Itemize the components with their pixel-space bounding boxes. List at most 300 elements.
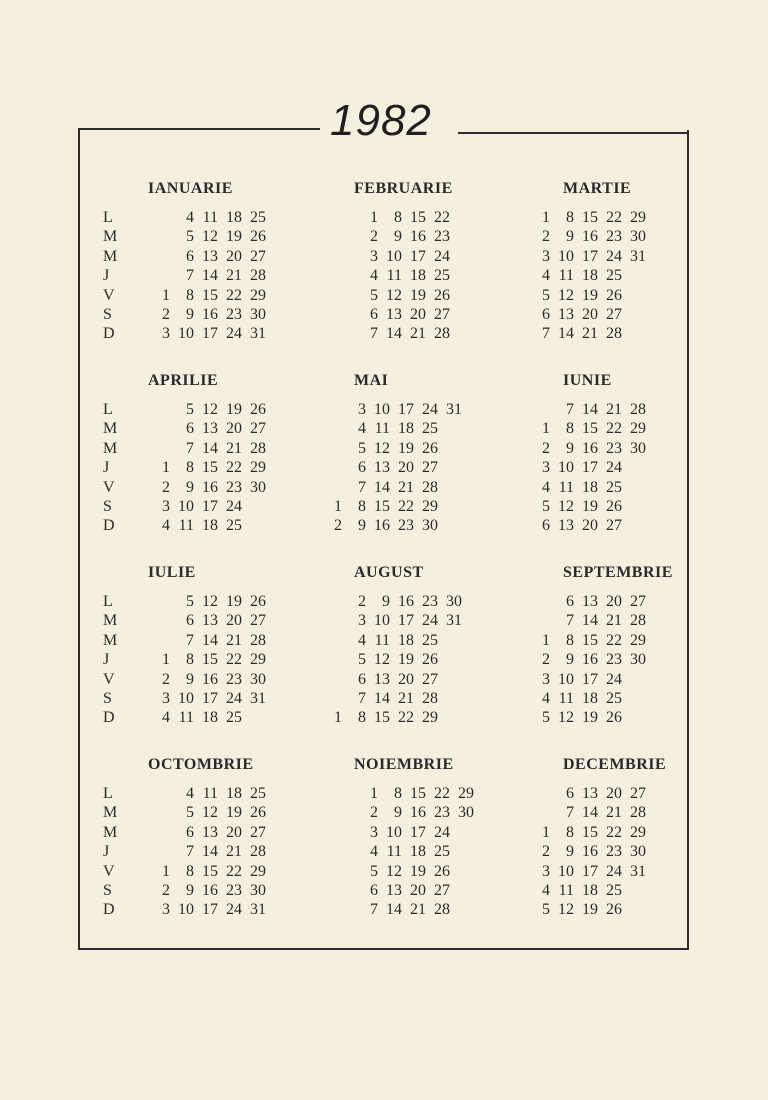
day-number: 27 [250, 420, 266, 438]
day-number: 9 [186, 881, 194, 899]
day-number: 5 [186, 401, 194, 418]
day-number: 21 [226, 439, 242, 457]
day-number: 27 [422, 670, 438, 688]
day-number: 6 [358, 670, 366, 688]
day-number: 9 [394, 804, 402, 822]
day-number: 8 [186, 862, 194, 880]
day-number: 24 [606, 670, 622, 688]
week-row [150, 478, 266, 497]
month-name: NOIEMBRIE [354, 756, 454, 773]
day-number: 13 [386, 305, 402, 323]
week-row [358, 823, 474, 842]
day-number: 9 [186, 478, 194, 496]
week-row [150, 497, 266, 516]
month-grid [150, 592, 266, 728]
day-number: 15 [202, 651, 218, 669]
week-row [150, 439, 266, 458]
day-number: 22 [606, 823, 622, 841]
week-row [322, 497, 462, 516]
week-row [150, 862, 266, 881]
day-number: 26 [422, 439, 438, 457]
weekday-letter: J [103, 651, 110, 669]
day-number: 11 [558, 267, 574, 285]
day-number: 25 [606, 478, 622, 496]
weekday-letter: V [103, 478, 115, 496]
day-number: 30 [630, 439, 646, 457]
week-row [530, 516, 646, 535]
day-number: 5 [370, 862, 378, 880]
week-row [358, 803, 474, 822]
day-number: 4 [358, 631, 366, 649]
day-number: 8 [566, 420, 574, 438]
day-number: 12 [386, 286, 402, 304]
day-number: 26 [606, 497, 622, 515]
day-number: 19 [582, 709, 598, 727]
day-number: 8 [186, 286, 194, 304]
day-number: 7 [370, 901, 378, 919]
day-number: 18 [582, 267, 598, 285]
day-number: 3 [542, 247, 550, 265]
day-number: 6 [566, 785, 574, 802]
week-row [322, 592, 462, 611]
day-number: 10 [178, 325, 194, 343]
day-number: 2 [334, 517, 342, 535]
week-row [530, 631, 646, 650]
day-number: 9 [566, 843, 574, 861]
day-number: 30 [630, 651, 646, 669]
weekday-letter: V [103, 862, 115, 880]
day-number: 5 [358, 651, 366, 669]
day-number: 14 [202, 267, 218, 285]
weekday-column [103, 400, 117, 536]
day-number: 15 [202, 286, 218, 304]
day-number: 30 [630, 228, 646, 246]
day-number: 4 [370, 267, 378, 285]
day-number: 13 [558, 305, 574, 323]
day-number: 16 [202, 478, 218, 496]
day-number: 15 [582, 209, 598, 226]
day-number: 12 [374, 439, 390, 457]
week-row [358, 305, 474, 324]
day-number: 13 [202, 612, 218, 630]
week-row [150, 823, 266, 842]
week-row [530, 266, 646, 285]
week-row [530, 324, 646, 343]
day-number: 24 [226, 497, 242, 515]
day-number: 15 [410, 209, 426, 226]
weekday-letter: L [103, 401, 113, 418]
day-number: 21 [398, 689, 414, 707]
day-number: 12 [202, 593, 218, 610]
day-number: 17 [202, 689, 218, 707]
day-number: 1 [542, 420, 550, 438]
day-number: 23 [226, 670, 242, 688]
day-number: 31 [446, 612, 462, 630]
day-number: 27 [630, 593, 646, 610]
day-number: 10 [558, 247, 574, 265]
week-row [530, 784, 646, 803]
day-number: 28 [422, 689, 438, 707]
day-number: 10 [374, 401, 390, 418]
day-number: 6 [542, 305, 550, 323]
day-number: 1 [334, 497, 342, 515]
day-number: 14 [374, 478, 390, 496]
day-number: 1 [162, 862, 170, 880]
weekday-letter: L [103, 593, 113, 610]
day-number: 26 [422, 651, 438, 669]
day-number: 7 [358, 478, 366, 496]
day-number: 3 [358, 401, 366, 418]
week-row [150, 650, 266, 669]
day-number: 4 [542, 267, 550, 285]
day-number: 6 [542, 517, 550, 535]
day-number: 24 [434, 247, 450, 265]
day-number: 2 [162, 670, 170, 688]
day-number: 18 [398, 420, 414, 438]
day-number: 29 [250, 862, 266, 880]
day-number: 7 [186, 631, 194, 649]
week-row [358, 842, 474, 861]
day-number: 29 [250, 286, 266, 304]
week-row [150, 670, 266, 689]
day-number: 19 [410, 286, 426, 304]
week-row [322, 708, 462, 727]
week-row [150, 419, 266, 438]
day-number: 25 [606, 267, 622, 285]
day-number: 29 [458, 785, 474, 802]
day-number: 11 [558, 478, 574, 496]
day-number: 30 [458, 804, 474, 822]
month-name: IULIE [148, 564, 196, 581]
day-number: 31 [446, 401, 462, 418]
week-row [530, 881, 646, 900]
day-number: 31 [250, 901, 266, 919]
day-number: 27 [630, 785, 646, 802]
day-number: 7 [566, 612, 574, 630]
month-grid [530, 208, 646, 344]
week-row [530, 227, 646, 246]
day-number: 15 [582, 823, 598, 841]
week-row [150, 842, 266, 861]
day-number: 24 [606, 247, 622, 265]
day-number: 17 [410, 823, 426, 841]
day-number: 24 [226, 901, 242, 919]
day-number: 5 [542, 286, 550, 304]
weekday-letter: M [103, 247, 118, 265]
weekday-letter: D [103, 709, 115, 727]
week-row [150, 247, 266, 266]
week-row [358, 881, 474, 900]
weekday-letter: L [103, 785, 113, 802]
day-number: 29 [422, 497, 438, 515]
day-number: 14 [202, 843, 218, 861]
weekday-column [103, 784, 117, 920]
day-number: 4 [542, 689, 550, 707]
day-number: 7 [186, 267, 194, 285]
day-number: 13 [582, 785, 598, 802]
day-number: 10 [178, 901, 194, 919]
day-number: 20 [226, 247, 242, 265]
day-number: 11 [178, 517, 194, 535]
day-number: 7 [566, 401, 574, 418]
day-number: 26 [606, 286, 622, 304]
day-number: 13 [582, 593, 598, 610]
day-number: 17 [582, 459, 598, 477]
day-number: 14 [558, 325, 574, 343]
day-number: 3 [162, 497, 170, 515]
day-number: 25 [250, 209, 266, 226]
day-number: 26 [250, 593, 266, 610]
day-number: 18 [398, 631, 414, 649]
day-number: 23 [606, 843, 622, 861]
day-number: 20 [582, 517, 598, 535]
week-row [530, 305, 646, 324]
day-number: 12 [558, 709, 574, 727]
day-number: 12 [202, 228, 218, 246]
calendar-year: 1982 [330, 96, 432, 145]
day-number: 6 [566, 593, 574, 610]
day-number: 16 [374, 517, 390, 535]
week-row [358, 324, 474, 343]
week-row [530, 497, 646, 516]
day-number: 19 [398, 439, 414, 457]
day-number: 18 [582, 478, 598, 496]
day-number: 27 [250, 247, 266, 265]
day-number: 24 [606, 459, 622, 477]
day-number: 12 [202, 804, 218, 822]
day-number: 22 [606, 420, 622, 438]
weekday-letter: M [103, 804, 118, 822]
day-number: 3 [542, 670, 550, 688]
day-number: 5 [358, 439, 366, 457]
day-number: 26 [250, 401, 266, 418]
day-number: 13 [202, 247, 218, 265]
weekday-letter: L [103, 209, 113, 226]
week-row [150, 305, 266, 324]
day-number: 22 [226, 862, 242, 880]
month-grid [150, 208, 266, 344]
day-number: 17 [582, 862, 598, 880]
day-number: 20 [410, 305, 426, 323]
day-number: 6 [370, 881, 378, 899]
day-number: 26 [250, 228, 266, 246]
day-number: 25 [226, 709, 242, 727]
day-number: 22 [398, 709, 414, 727]
day-number: 10 [386, 247, 402, 265]
weekday-letter: D [103, 517, 115, 535]
day-number: 30 [250, 881, 266, 899]
day-number: 14 [202, 631, 218, 649]
day-number: 4 [162, 709, 170, 727]
day-number: 27 [422, 459, 438, 477]
day-number: 28 [250, 631, 266, 649]
day-number: 20 [398, 670, 414, 688]
day-number: 27 [250, 612, 266, 630]
day-number: 13 [558, 517, 574, 535]
month-name: MAI [354, 372, 389, 389]
day-number: 15 [582, 420, 598, 438]
day-number: 6 [186, 247, 194, 265]
day-number: 20 [410, 881, 426, 899]
week-row [530, 419, 646, 438]
day-number: 31 [250, 325, 266, 343]
day-number: 24 [422, 401, 438, 418]
week-row [530, 208, 646, 227]
day-number: 16 [582, 843, 598, 861]
weekday-letter: M [103, 612, 118, 630]
day-number: 30 [422, 517, 438, 535]
day-number: 5 [186, 228, 194, 246]
week-row [530, 458, 646, 477]
day-number: 28 [422, 478, 438, 496]
month-grid [530, 400, 646, 536]
day-number: 1 [542, 209, 550, 226]
day-number: 20 [226, 420, 242, 438]
day-number: 1 [370, 785, 378, 802]
day-number: 18 [226, 785, 242, 802]
day-number: 29 [250, 651, 266, 669]
day-number: 9 [394, 228, 402, 246]
day-number: 23 [226, 305, 242, 323]
day-number: 9 [566, 439, 574, 457]
day-number: 2 [162, 305, 170, 323]
week-row [530, 650, 646, 669]
day-number: 9 [566, 228, 574, 246]
day-number: 4 [358, 420, 366, 438]
week-row [358, 900, 474, 919]
day-number: 11 [386, 843, 402, 861]
weekday-letter: S [103, 497, 112, 515]
weekday-letter: M [103, 631, 118, 649]
month-name: APRILIE [148, 372, 219, 389]
day-number: 20 [398, 459, 414, 477]
day-number: 23 [398, 517, 414, 535]
day-number: 6 [186, 420, 194, 438]
day-number: 12 [558, 286, 574, 304]
day-number: 21 [606, 612, 622, 630]
week-row [530, 862, 646, 881]
day-number: 27 [250, 823, 266, 841]
day-number: 25 [250, 785, 266, 802]
day-number: 20 [606, 785, 622, 802]
day-number: 10 [178, 689, 194, 707]
week-row [358, 266, 474, 285]
weekday-letter: M [103, 420, 118, 438]
week-row [322, 670, 462, 689]
day-number: 9 [186, 305, 194, 323]
day-number: 8 [358, 497, 366, 515]
day-number: 16 [582, 439, 598, 457]
day-number: 14 [582, 401, 598, 418]
day-number: 24 [422, 612, 438, 630]
day-number: 8 [566, 631, 574, 649]
day-number: 17 [582, 670, 598, 688]
day-number: 22 [606, 631, 622, 649]
day-number: 13 [202, 823, 218, 841]
day-number: 13 [386, 881, 402, 899]
day-number: 24 [434, 823, 450, 841]
day-number: 16 [202, 305, 218, 323]
day-number: 15 [202, 459, 218, 477]
week-row [530, 708, 646, 727]
day-number: 15 [202, 862, 218, 880]
day-number: 28 [250, 843, 266, 861]
month-grid [530, 784, 646, 920]
day-number: 9 [382, 593, 390, 610]
day-number: 29 [630, 420, 646, 438]
day-number: 15 [374, 709, 390, 727]
week-row [150, 592, 266, 611]
day-number: 17 [202, 901, 218, 919]
day-number: 22 [434, 209, 450, 226]
week-row [150, 458, 266, 477]
day-number: 24 [226, 325, 242, 343]
week-row [150, 266, 266, 285]
weekday-column [103, 592, 117, 728]
day-number: 14 [374, 689, 390, 707]
day-number: 2 [542, 651, 550, 669]
week-row [530, 670, 646, 689]
day-number: 1 [370, 209, 378, 226]
day-number: 28 [250, 267, 266, 285]
week-row [150, 400, 266, 419]
week-row [530, 803, 646, 822]
day-number: 22 [606, 209, 622, 226]
day-number: 6 [370, 305, 378, 323]
day-number: 5 [542, 901, 550, 919]
day-number: 28 [630, 804, 646, 822]
day-number: 3 [370, 247, 378, 265]
day-number: 7 [358, 689, 366, 707]
week-row [322, 611, 462, 630]
day-number: 26 [606, 709, 622, 727]
day-number: 25 [434, 267, 450, 285]
week-row [322, 650, 462, 669]
month-name: IUNIE [563, 372, 612, 389]
day-number: 17 [398, 401, 414, 418]
day-number: 6 [358, 459, 366, 477]
day-number: 14 [582, 612, 598, 630]
day-number: 19 [226, 593, 242, 610]
day-number: 25 [422, 420, 438, 438]
day-number: 9 [186, 670, 194, 688]
day-number: 11 [558, 881, 574, 899]
day-number: 19 [410, 862, 426, 880]
day-number: 16 [582, 228, 598, 246]
day-number: 19 [226, 401, 242, 418]
day-number: 13 [202, 420, 218, 438]
day-number: 25 [226, 517, 242, 535]
day-number: 22 [434, 785, 450, 802]
day-number: 21 [606, 401, 622, 418]
week-row [322, 516, 462, 535]
week-row [530, 478, 646, 497]
week-row [530, 247, 646, 266]
month-grid [358, 784, 474, 920]
day-number: 8 [358, 709, 366, 727]
week-row [530, 689, 646, 708]
day-number: 11 [374, 420, 390, 438]
day-number: 18 [582, 881, 598, 899]
week-row [358, 247, 474, 266]
week-row [150, 689, 266, 708]
weekday-letter: V [103, 286, 115, 304]
day-number: 12 [558, 497, 574, 515]
day-number: 9 [358, 517, 366, 535]
day-number: 13 [374, 670, 390, 688]
day-number: 19 [226, 228, 242, 246]
week-row [150, 286, 266, 305]
